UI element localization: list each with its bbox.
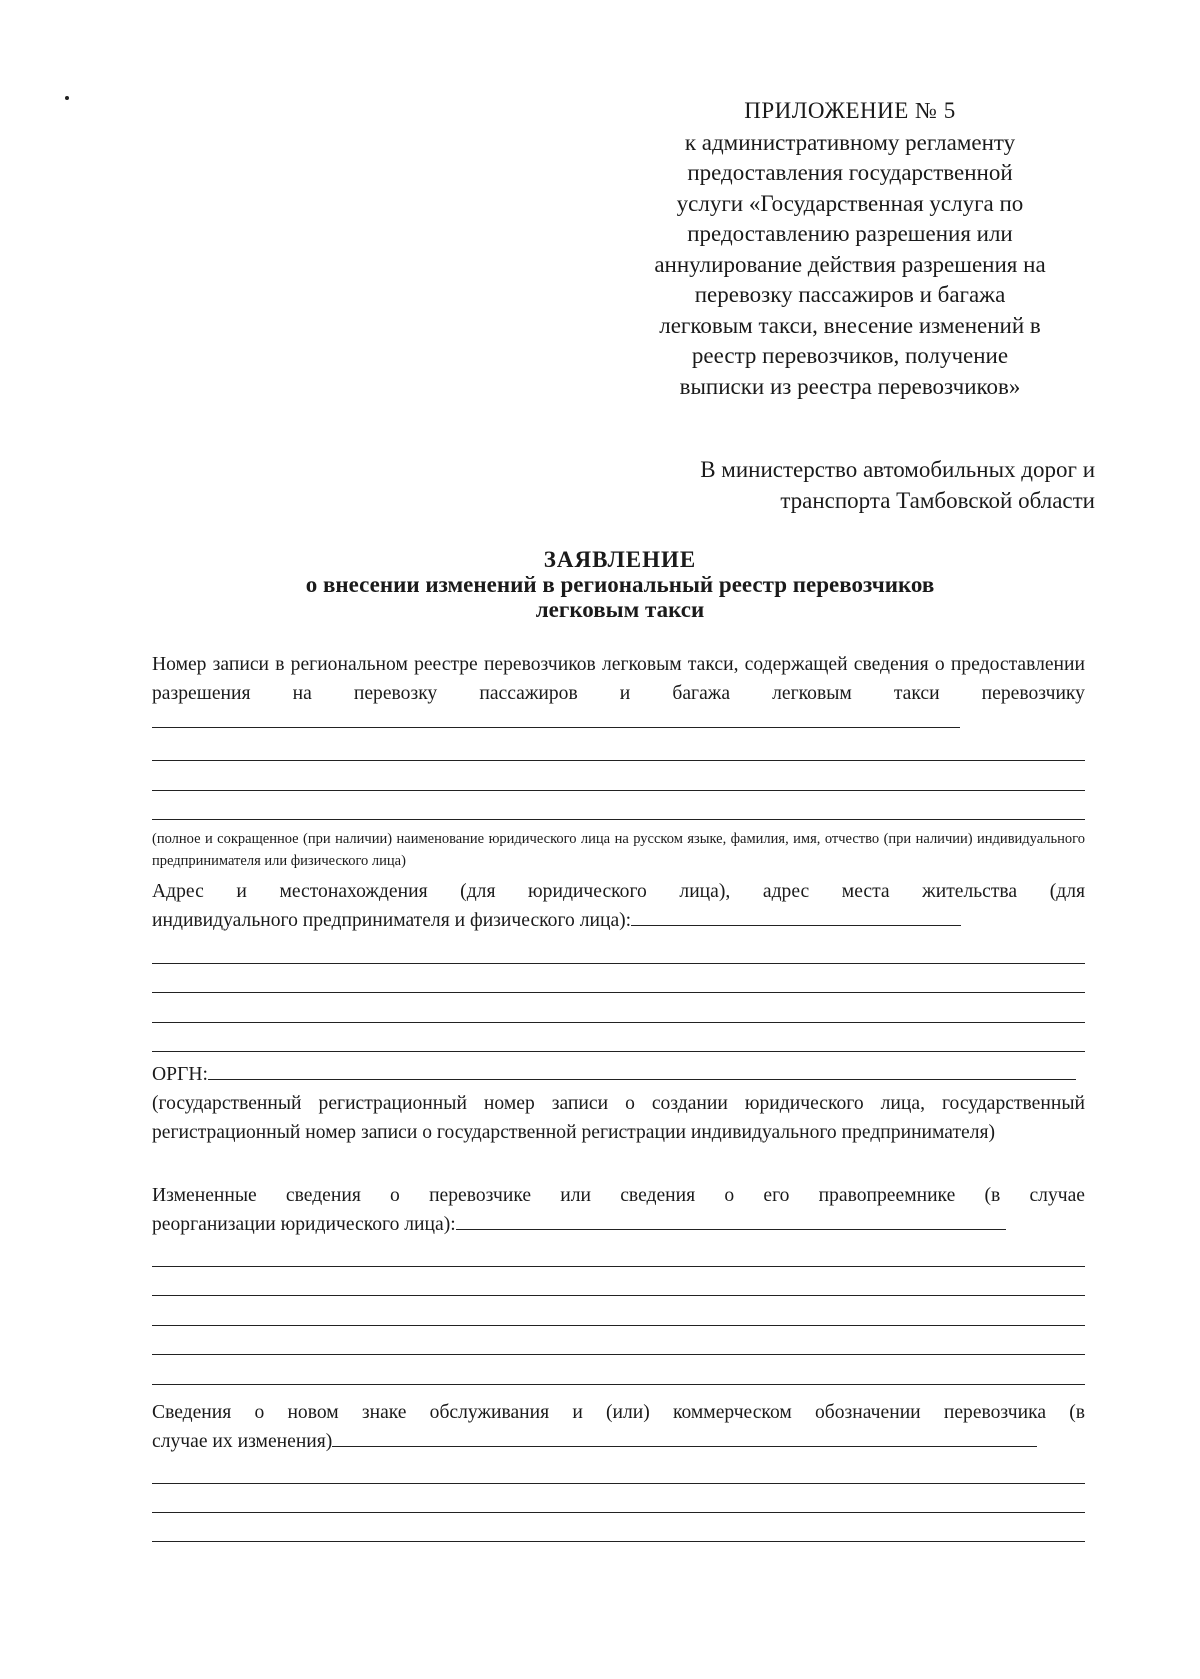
changes-label-line: Измененные сведения о перевозчике или сведения о его правопреемнике (в случае (152, 1185, 1085, 1206)
changes-line[interactable] (152, 1354, 1085, 1355)
service-mark-line[interactable] (152, 1541, 1085, 1542)
service-mark-field[interactable] (332, 1445, 1037, 1447)
appendix-line: перевозку пассажиров и багажа (694, 282, 1006, 307)
addressee-block (560, 454, 1095, 516)
ogrn-note: (государственный регистрационный номер записи о создании юридического лица, государственный регистрационный номер записи о государственной регистрации индивидуального предпринимателя) (152, 1093, 1085, 1143)
appendix-title: ПРИЛОЖЕНИЕ № 5 (744, 98, 956, 123)
appendix-line: к административному регламенту (684, 129, 1016, 155)
address-line[interactable] (152, 1051, 1085, 1052)
address-field[interactable] (631, 924, 961, 926)
changes-label-end: реорганизации юридического лица): (152, 1214, 456, 1235)
record-number-field[interactable] (152, 726, 960, 728)
ogrn-label: ОРГН: (152, 1064, 208, 1085)
ogrn-field[interactable] (208, 1078, 1076, 1080)
document-title-sub-2: легковым такси (535, 597, 705, 622)
carrier-name-note: (полное и сокращенное (при наличии) наименование юридического лица на русском языке, фамилия, имя, отчество (при наличии) индивидуального предпринимателя или физического лица) (152, 831, 1085, 869)
appendix-header (600, 96, 1100, 402)
ogrn-label-row (152, 1060, 1085, 1089)
carrier-name-line[interactable] (152, 760, 1085, 761)
record-number-label-end: перевозчику (981, 683, 1085, 704)
appendix-line: легковым такси, внесение изменений в (659, 312, 1041, 338)
changes-label (152, 1181, 1085, 1239)
service-mark-line[interactable] (152, 1483, 1085, 1484)
address-label-line: Адрес и местонахождения (для юридического лица), адрес места жительства (для (152, 881, 1085, 902)
address-line[interactable] (152, 963, 1085, 964)
carrier-name-line[interactable] (152, 790, 1085, 791)
changes-line[interactable] (152, 1266, 1085, 1267)
document-title-main: ЗАЯВЛЕНИЕ (543, 547, 697, 572)
service-mark-label-line: Сведения о новом знаке обслуживания и (или) коммерческом обозначении перевозчика (в (152, 1402, 1085, 1423)
address-label (152, 877, 1085, 935)
service-mark-line[interactable] (152, 1512, 1085, 1513)
changes-line[interactable] (152, 1295, 1085, 1296)
carrier-name-line[interactable] (152, 819, 1085, 820)
appendix-line: предоставления государственной (687, 160, 1013, 185)
scan-dot-mark (65, 96, 69, 100)
appendix-line: предоставлению разрешения или (687, 221, 1013, 246)
service-mark-label-end: случае их изменения) (152, 1431, 333, 1452)
document-title (150, 547, 1090, 622)
document-title-sub-1: о внесении изменений в региональный реестр перевозчиков (305, 572, 935, 597)
service-mark-label (152, 1398, 1085, 1456)
changes-field[interactable] (456, 1228, 1006, 1230)
appendix-line: аннулирование действия разрешения на (654, 251, 1046, 277)
record-number-label-text: Номер записи в региональном реестре перевозчиков легковым такси, содержащей сведения о предоставлении разрешения на перевозку пассажиров и багажа легковым такси (152, 654, 1085, 704)
addressee-line-2: транспорта Тамбовской области (780, 488, 1095, 513)
appendix-line: услуги «Государственная услуга по (676, 190, 1024, 216)
appendix-line: реестр перевозчиков, получение (691, 343, 1009, 368)
addressee-line-1: В министерство автомобильных дорог и (700, 457, 1095, 482)
changes-line[interactable] (152, 1384, 1085, 1385)
record-number-label (152, 650, 1085, 737)
changes-line[interactable] (152, 1325, 1085, 1326)
address-line[interactable] (152, 992, 1085, 993)
appendix-line: выписки из реестра перевозчиков» (679, 373, 1021, 399)
address-label-end: индивидуального предпринимателя и физического лица): (152, 910, 632, 931)
address-line[interactable] (152, 1022, 1085, 1023)
